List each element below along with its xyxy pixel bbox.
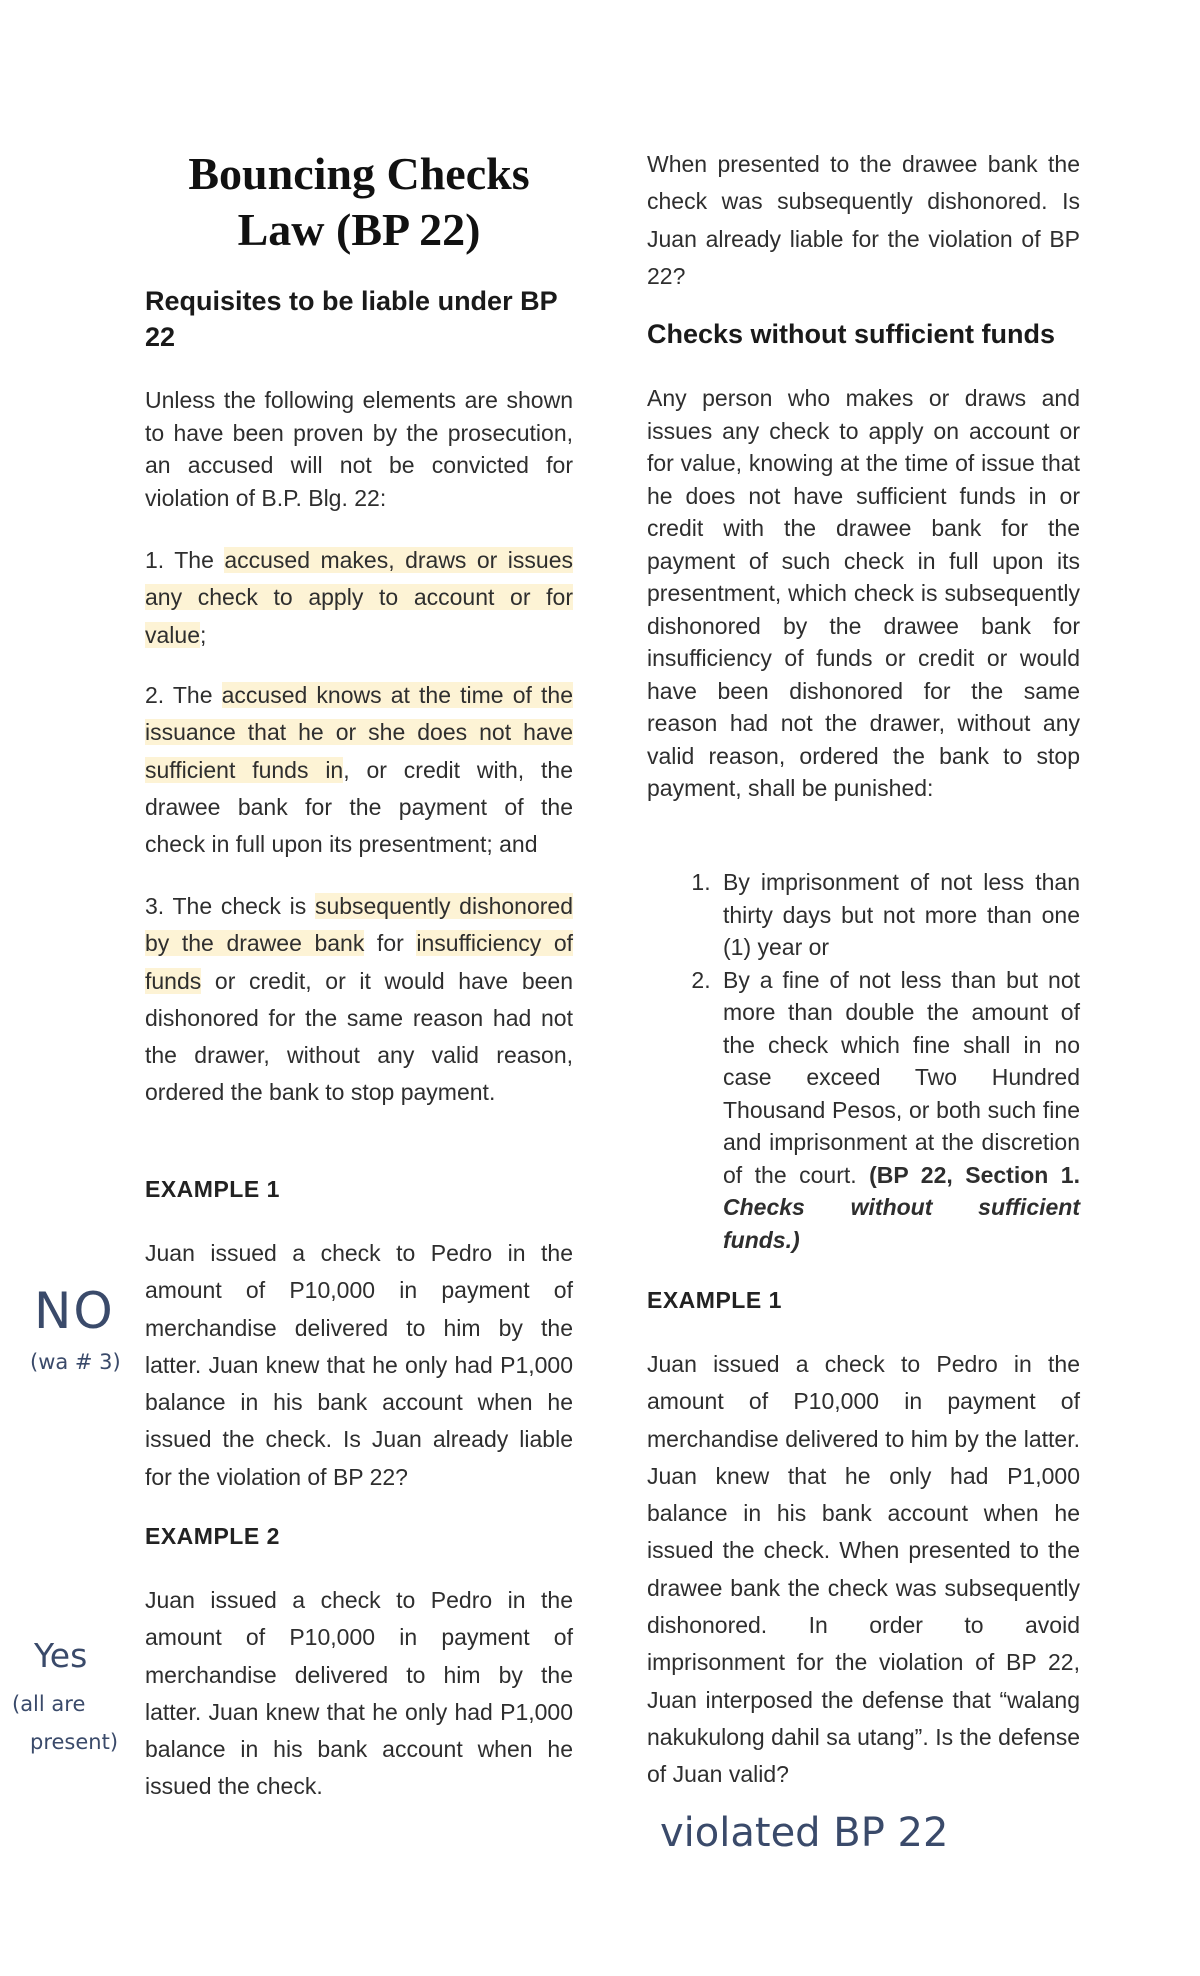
example-2-continuation: When presented to the drawee bank the check was subsequently dishonored. Is Juan already liable for the violation of BP 22? (647, 151, 1080, 289)
requisites-intro: Unless the following elements are shown to have been proven by the prosecution, an accused will not be convicted for violation of B.P. Blg. 22: (145, 387, 573, 511)
requisite-2-highlight: accused knows at the time of the issuance that he or she does not have sufficient funds in (145, 682, 573, 783)
requisite-3 (145, 888, 573, 1112)
requisite-2 (145, 677, 573, 863)
handwritten-note-no-reason: (wa # 3) (30, 1350, 121, 1374)
example-1-label-left: EXAMPLE 1 (145, 1176, 280, 1202)
punishment-item-2 (717, 964, 1080, 1257)
punishment-item-1: 1. By imprisonment of not less than thirty days but not more than one (1) year or (717, 866, 1080, 964)
handwritten-note-no: NO (34, 1282, 115, 1340)
example-1-text-left: Juan issued a check to Pedro in the amount of P10,000 in payment of merchandise delivered to him by the latter. Juan knew that he only had P1,000 balance in his bank account when he issued the check. Is Juan already liable for the violation of BP 22? (145, 1240, 573, 1490)
requisites-heading: Requisites to be liable under BP 22 (145, 286, 558, 352)
requisite-3-pre: 3. The check is (145, 893, 315, 919)
example-1-label-right: EXAMPLE 1 (647, 1287, 782, 1313)
punishment-citation-a: (BP 22, Section 1. (869, 1161, 1080, 1188)
punishment-citation-b: Checks without sufficient funds.) (723, 1194, 1080, 1253)
handwritten-note-yes: Yes (34, 1636, 88, 1675)
requisite-1-pre: 1. The (145, 547, 225, 573)
handwritten-note-yes-reason-1: (all are (12, 1692, 86, 1716)
punishment-list (647, 866, 1080, 1256)
requisite-2-pre: 2. The (145, 682, 222, 708)
requisite-3-mid: for (364, 930, 417, 957)
punishment-item-2-text: By a fine of not less than but not more than double the amount of the check which fine shall in no case exceed Two Hundred Thousand Pesos, or both such fine and imprisonment at the discretion of the court. (723, 966, 1080, 1188)
requisite-2-post: , or credit with, the drawee bank for the payment of the check in full upon its presentment; and (145, 756, 573, 858)
requisite-1-post: ; (199, 621, 207, 648)
document-title: Bouncing Checks Law (BP 22) (188, 148, 530, 255)
example-2-text: Juan issued a check to Pedro in the amount of P10,000 in payment of merchandise delivered to him by the latter. Juan knew that he only had P1,000 balance in his bank account when he issued the check. (145, 1587, 573, 1800)
checks-heading: Checks without sufficient funds (647, 319, 1056, 349)
handwritten-note-yes-reason-2: present) (30, 1730, 119, 1754)
requisite-3-highlight-1: subsequently dishonored by the drawee bank (145, 893, 573, 957)
requisite-3-highlight-2: insufficiency of funds (145, 930, 574, 994)
requisite-1 (145, 542, 573, 654)
requisite-3-post: or credit, or it would have been dishonored for the same reason had not the drawer, without any valid reason, ordered the bank to stop payment. (145, 967, 573, 1106)
law-text: Any person who makes or draws and issues any check to apply on account or for value, knowing at the time of issue that he does not have sufficient funds in or credit with the drawee bank for the payment of such check in full upon its presentment, which check is subsequently dishonored by the drawee bank for insufficiency of funds or credit or would have been dishonored for the same reason had not the drawer, without any valid reason, ordered the bank to stop payment, shall be punished: (647, 385, 1080, 801)
handwritten-note-violated: violated BP 22 (660, 1810, 949, 1856)
example-2-label: EXAMPLE 2 (145, 1523, 280, 1549)
example-1-text-right: Juan issued a check to Pedro in the amount of P10,000 in payment of merchandise delivered to him by the latter. Juan knew that he only had P1,000 balance in his bank account when he issued the check. When presented to the drawee bank the check was subsequently dishonored. In order to avoid imprisonment for the violation of BP 22, Juan interposed the defense that “walang nakukulong dahil sa utang”. Is the defense of Juan valid? (647, 1351, 1080, 1788)
requisite-1-highlight: accused makes, draws or issues any check to apply to account or for value (145, 547, 574, 648)
